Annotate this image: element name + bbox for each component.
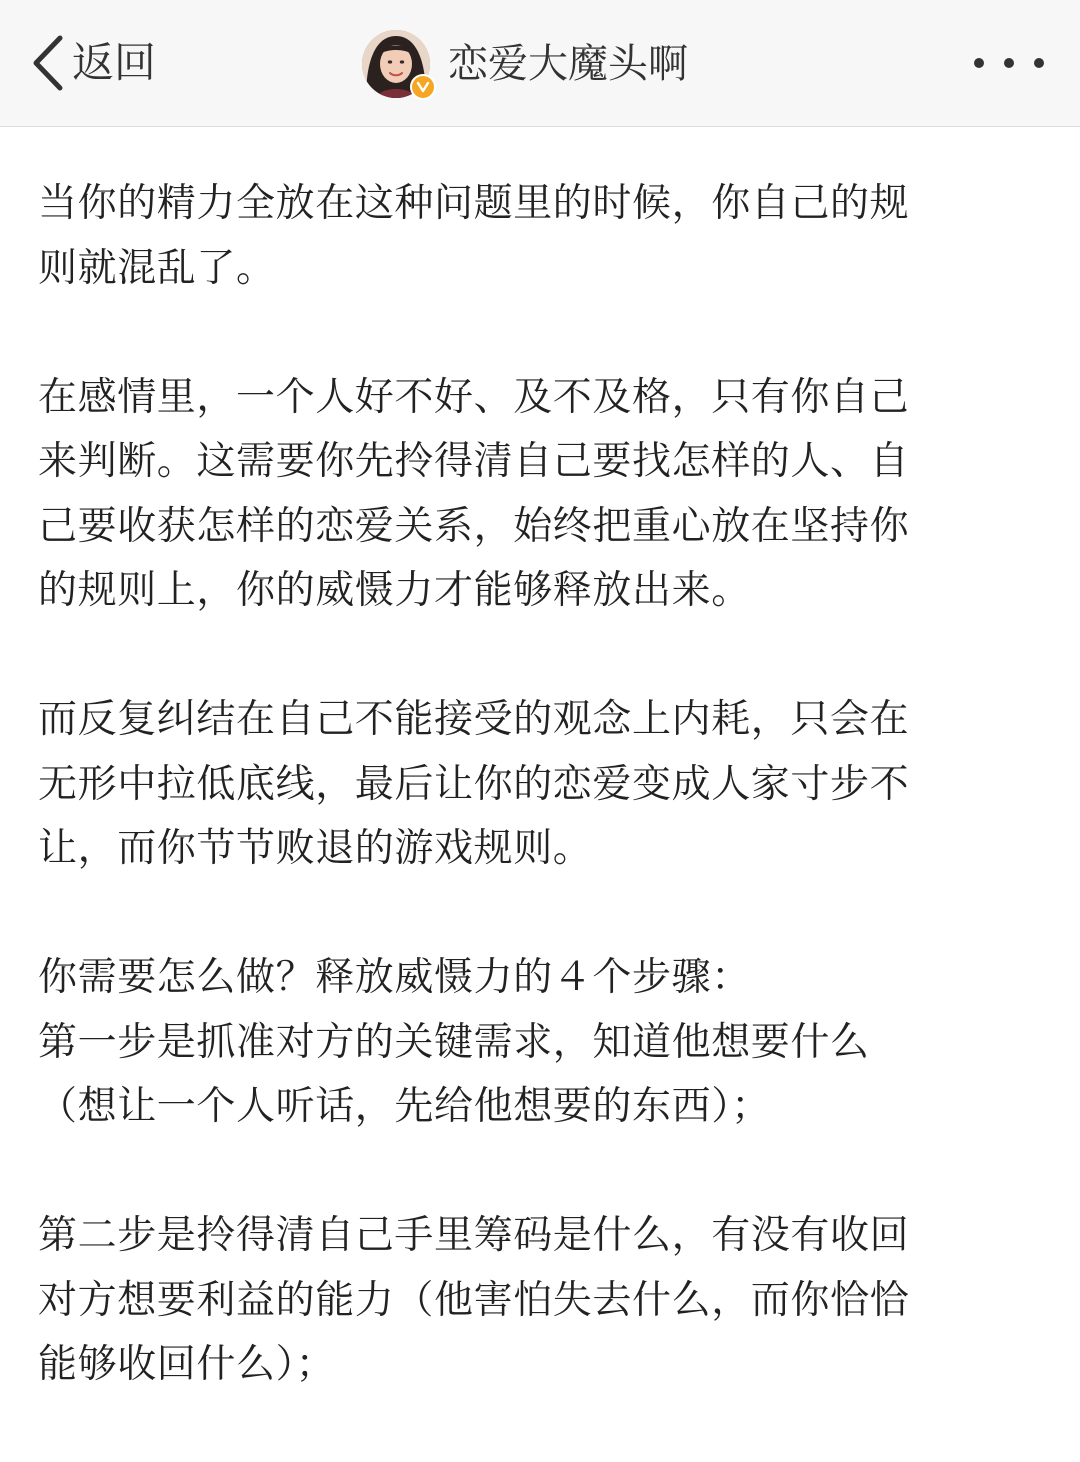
author-profile[interactable] [362,29,688,99]
chevron-left-icon [30,34,64,92]
avatar[interactable] [362,30,430,98]
text-line: 来判断。这需要你先拎得清自己要找怎样的人、自 [38,439,910,484]
back-button[interactable] [30,30,156,96]
post-paragraph [38,688,1042,882]
text-line: 则就混乱了。 [38,245,276,291]
text-line: 第一步是抓准对方的关键需求，知道他想要什么 [38,1019,870,1065]
top-navigation-bar [0,0,1080,127]
verified-badge-icon [410,74,436,100]
more-dot-icon [974,58,984,68]
post-paragraph [38,1204,1042,1398]
text-line: 当你的精力全放在这种问题里的时候，你自己的规 [38,181,910,226]
text-line: 让，而你节节败退的游戏规则。 [38,826,593,871]
more-options-button[interactable] [974,48,1044,78]
back-label: 返回 [72,38,157,87]
post-paragraph [38,366,1042,624]
text-line: 而反复纠结在自己不能接受的观念上内耗，只会在 [38,697,910,742]
author-name[interactable]: 恋爱大魔头啊 [448,41,688,87]
post-paragraph [38,172,1042,301]
text-line: （想让一个人听话，先给他想要的东西）； [38,1084,771,1129]
post-content [38,172,1042,1462]
text-line: 在感情里，一个人好不好、及不及格，只有你自己 [38,374,910,420]
text-line: 你需要怎么做？释放威慑力的４个步骤： [38,955,751,1000]
text-line: 能够收回什么）； [38,1342,336,1387]
more-dot-icon [1034,58,1044,68]
text-line: 对方想要利益的能力（他害怕失去什么，而你恰恰 [38,1277,910,1323]
text-line: 第二步是拎得清自己手里筹码是什么，有没有收回 [38,1213,910,1258]
text-line: 的规则上，你的威慑力才能够释放出来。 [38,568,751,613]
post-paragraph [38,946,1042,1140]
more-dot-icon [1004,58,1014,68]
text-line: 己要收获怎样的恋爱关系，始终把重心放在坚持你 [38,503,910,549]
text-line: 无形中拉低底线，最后让你的恋爱变成人家寸步不 [38,761,910,807]
